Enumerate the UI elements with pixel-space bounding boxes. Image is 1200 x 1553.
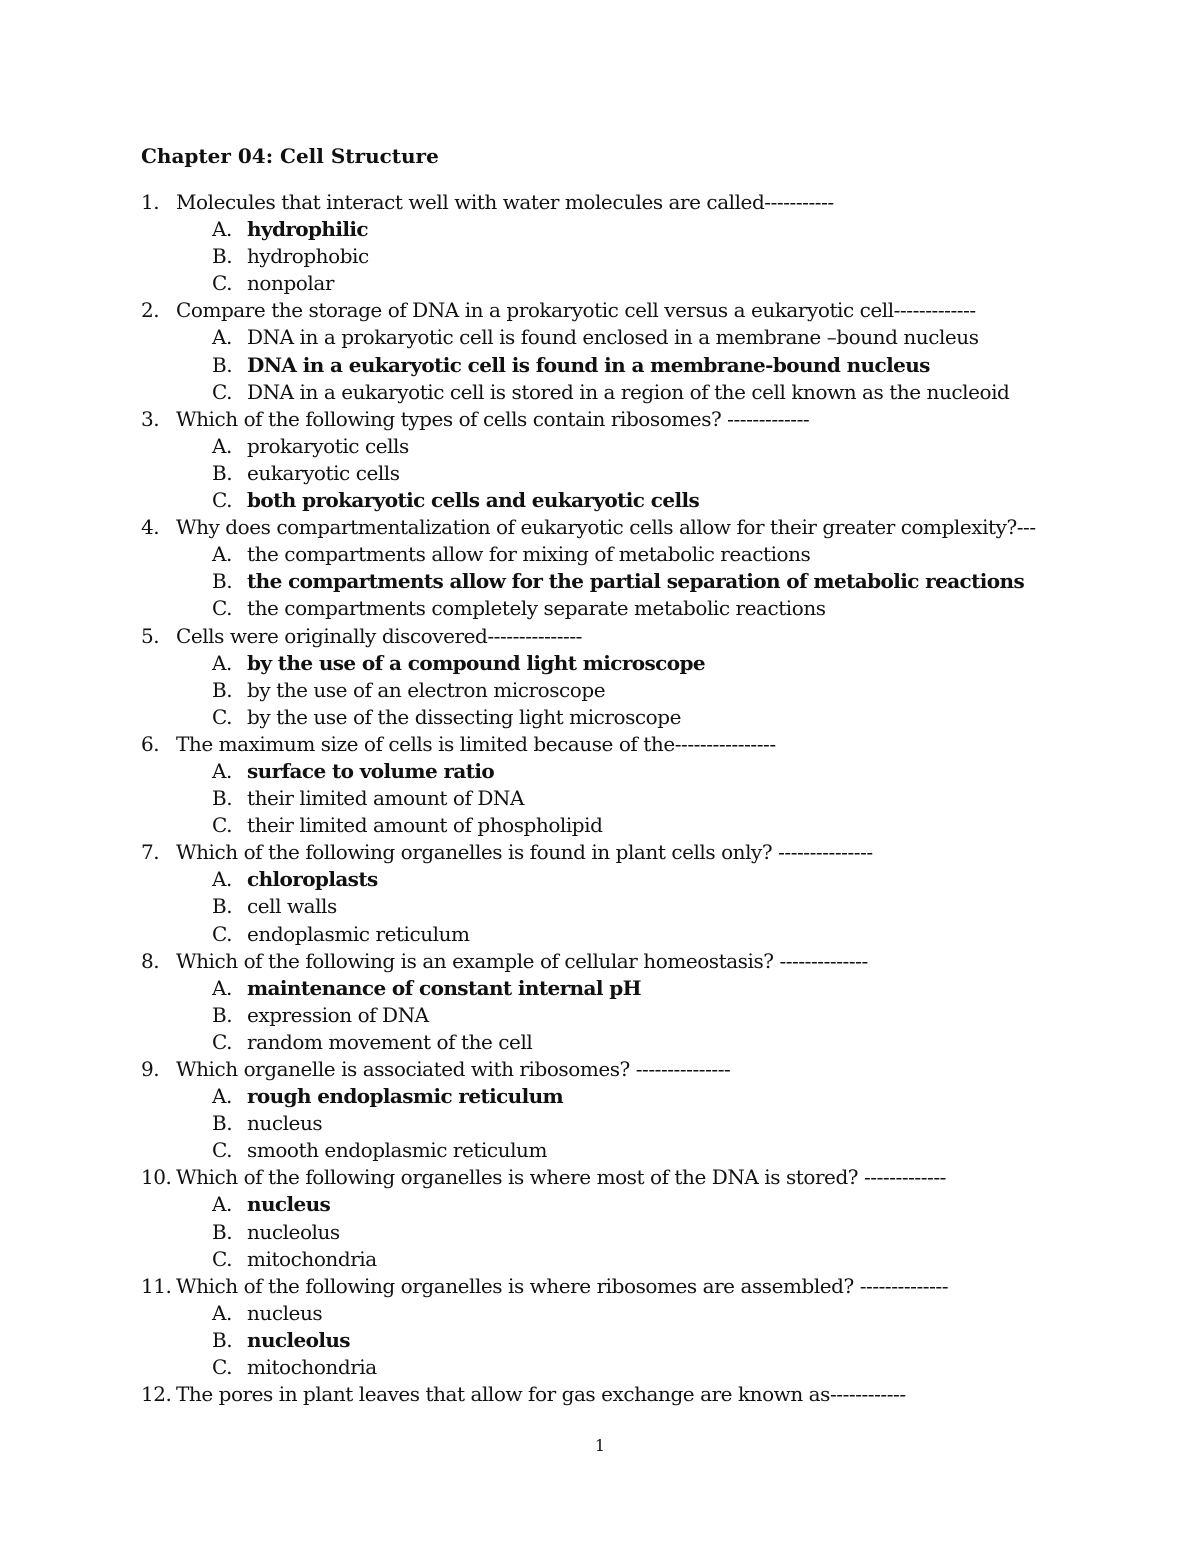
answer-option-correct bbox=[141, 758, 1041, 785]
question-item bbox=[141, 297, 1041, 324]
answer-option bbox=[141, 785, 1041, 812]
option-letter: A. bbox=[212, 758, 232, 783]
answer-option bbox=[141, 1110, 1041, 1137]
question-item bbox=[141, 839, 1041, 866]
question-number: 7. bbox=[141, 840, 160, 865]
option-letter: B. bbox=[212, 786, 233, 811]
question-item bbox=[141, 1273, 1041, 1300]
option-letter: C. bbox=[212, 271, 233, 296]
answer-option-correct bbox=[141, 216, 1041, 243]
option-letter: B. bbox=[212, 1111, 233, 1136]
option-letter: B. bbox=[212, 677, 233, 702]
question-item bbox=[141, 948, 1041, 975]
answer-option-correct bbox=[141, 1083, 1041, 1110]
option-letter: A. bbox=[212, 1300, 232, 1325]
answer-option bbox=[141, 243, 1041, 270]
option-letter: B. bbox=[212, 894, 233, 919]
option-text: prokaryotic cells bbox=[247, 433, 409, 458]
option-letter: C. bbox=[212, 1029, 233, 1054]
answer-option bbox=[141, 460, 1041, 487]
question-text: Molecules that interact well with water molecules are called----------- bbox=[176, 190, 834, 214]
answer-option bbox=[141, 1219, 1041, 1246]
question-text: Which of the following organelles is found in plant cells only? --------------- bbox=[176, 840, 873, 865]
answer-option bbox=[141, 1300, 1041, 1327]
question-item bbox=[141, 1381, 1041, 1408]
answer-option bbox=[141, 1002, 1041, 1029]
option-letter: C. bbox=[212, 596, 233, 621]
option-text: nucleus bbox=[247, 1300, 323, 1325]
option-text: mitochondria bbox=[247, 1246, 377, 1271]
answer-option bbox=[141, 704, 1041, 731]
answer-option bbox=[141, 379, 1041, 406]
option-letter: A. bbox=[212, 867, 232, 892]
option-letter: A. bbox=[212, 433, 232, 458]
question-number: 9. bbox=[141, 1057, 160, 1081]
option-letter: C. bbox=[212, 1138, 233, 1163]
option-text: hydrophilic bbox=[247, 217, 368, 242]
option-letter: A. bbox=[212, 1192, 232, 1217]
answer-option bbox=[141, 433, 1041, 460]
question-text: Which organelle is associated with ribosomes? --------------- bbox=[176, 1057, 731, 1081]
option-text: random movement of the cell bbox=[247, 1029, 533, 1054]
answer-option-correct bbox=[141, 975, 1041, 1002]
question-number: 2. bbox=[141, 298, 160, 323]
option-letter: B. bbox=[212, 1219, 233, 1244]
option-letter: A. bbox=[212, 325, 232, 350]
option-letter: C. bbox=[212, 379, 233, 404]
question-list bbox=[141, 189, 1041, 1408]
option-text: cell walls bbox=[247, 894, 337, 919]
answer-option-correct bbox=[141, 650, 1041, 677]
answer-option bbox=[141, 921, 1041, 948]
answer-option bbox=[141, 812, 1041, 839]
answer-option-correct bbox=[141, 1327, 1041, 1354]
option-text: DNA in a eukaryotic cell is stored in a region of the cell known as the nucleoid bbox=[247, 379, 1010, 404]
question-number: 6. bbox=[141, 731, 160, 756]
option-letter: B. bbox=[212, 569, 233, 594]
option-text: their limited amount of phospholipid bbox=[247, 813, 603, 838]
option-letter: C. bbox=[212, 921, 233, 946]
question-item bbox=[141, 623, 1041, 650]
question-number: 4. bbox=[141, 515, 160, 540]
question-number: 8. bbox=[141, 948, 160, 973]
question-text: The maximum size of cells is limited because of the---------------- bbox=[176, 731, 776, 756]
answer-option bbox=[141, 1029, 1041, 1056]
option-text: the compartments completely separate metabolic reactions bbox=[247, 596, 826, 621]
option-letter: A. bbox=[212, 542, 232, 567]
option-text: nucleolus bbox=[247, 1219, 340, 1244]
answer-option-correct bbox=[141, 487, 1041, 514]
option-text: by the use of a compound light microscope bbox=[247, 650, 706, 675]
question-number: 11. bbox=[141, 1273, 172, 1298]
question-number: 1. bbox=[141, 190, 160, 214]
question-number: 10. bbox=[141, 1165, 172, 1190]
answer-option bbox=[141, 541, 1041, 568]
question-item bbox=[141, 189, 1041, 216]
option-letter: C. bbox=[212, 704, 233, 729]
option-letter: A. bbox=[212, 650, 232, 675]
option-letter: B. bbox=[212, 1002, 233, 1027]
option-text: smooth endoplasmic reticulum bbox=[247, 1138, 548, 1163]
answer-option bbox=[141, 595, 1041, 622]
option-text: maintenance of constant internal pH bbox=[247, 975, 641, 1000]
option-text: eukaryotic cells bbox=[247, 460, 400, 485]
option-letter: C. bbox=[212, 1246, 233, 1271]
answer-option bbox=[141, 893, 1041, 920]
question-text: Compare the storage of DNA in a prokaryotic cell versus a eukaryotic cell------------- bbox=[176, 298, 976, 323]
option-letter: B. bbox=[212, 352, 233, 377]
option-text: DNA in a eukaryotic cell is found in a membrane-bound nucleus bbox=[247, 352, 930, 377]
option-text: chloroplasts bbox=[247, 867, 378, 892]
option-text: mitochondria bbox=[247, 1355, 377, 1380]
option-text: nucleus bbox=[247, 1192, 331, 1217]
option-text: nucleus bbox=[247, 1111, 323, 1136]
answer-option bbox=[141, 270, 1041, 297]
option-letter: A. bbox=[212, 217, 232, 242]
option-text: nucleolus bbox=[247, 1327, 350, 1352]
chapter-title: Chapter 04: Cell Structure bbox=[141, 144, 439, 168]
answer-option-correct bbox=[141, 1191, 1041, 1218]
question-item bbox=[141, 406, 1041, 433]
option-text: by the use of an electron microscope bbox=[247, 677, 606, 702]
option-text: expression of DNA bbox=[247, 1002, 429, 1027]
question-number: 5. bbox=[141, 623, 160, 648]
page-number: 1 bbox=[594, 1436, 606, 1455]
answer-option-correct bbox=[141, 352, 1041, 379]
option-letter: C. bbox=[212, 1355, 233, 1380]
option-text: by the use of the dissecting light microscope bbox=[247, 704, 681, 729]
option-text: nonpolar bbox=[247, 271, 334, 296]
option-text: hydrophobic bbox=[247, 244, 369, 269]
option-letter: B. bbox=[212, 1327, 233, 1352]
answer-option-correct bbox=[141, 568, 1041, 595]
answer-option bbox=[141, 324, 1041, 351]
option-letter: B. bbox=[212, 460, 233, 485]
option-text: rough endoplasmic reticulum bbox=[247, 1084, 564, 1109]
question-text: Which of the following organelles is where most of the DNA is stored? ------------- bbox=[176, 1165, 946, 1190]
option-text: both prokaryotic cells and eukaryotic cells bbox=[247, 488, 700, 513]
question-number: 12. bbox=[141, 1382, 172, 1407]
answer-option bbox=[141, 677, 1041, 704]
option-letter: A. bbox=[212, 1084, 232, 1109]
option-letter: C. bbox=[212, 488, 233, 513]
answer-option bbox=[141, 1137, 1041, 1164]
option-letter: B. bbox=[212, 244, 233, 269]
option-letter: C. bbox=[212, 813, 233, 838]
question-item bbox=[141, 1164, 1041, 1191]
question-text: The pores in plant leaves that allow for gas exchange are known as------------ bbox=[176, 1382, 906, 1407]
question-text: Which of the following is an example of cellular homeostasis? -------------- bbox=[176, 948, 868, 973]
question-item bbox=[141, 1056, 1041, 1083]
question-item bbox=[141, 514, 1041, 541]
option-text: their limited amount of DNA bbox=[247, 786, 524, 811]
option-text: endoplasmic reticulum bbox=[247, 921, 470, 946]
option-text: DNA in a prokaryotic cell is found enclosed in a membrane –bound nucleus bbox=[247, 325, 979, 350]
question-item bbox=[141, 731, 1041, 758]
question-text: Which of the following types of cells contain ribosomes? ------------- bbox=[176, 406, 810, 431]
option-text: the compartments allow for the partial separation of metabolic reactions bbox=[247, 569, 1025, 594]
option-text: surface to volume ratio bbox=[247, 758, 495, 783]
answer-option bbox=[141, 1354, 1041, 1381]
question-text: Why does compartmentalization of eukaryotic cells allow for their greater complexity?--- bbox=[176, 515, 1036, 540]
option-text: the compartments allow for mixing of metabolic reactions bbox=[247, 542, 811, 567]
answer-option bbox=[141, 1246, 1041, 1273]
question-number: 3. bbox=[141, 406, 160, 431]
answer-option-correct bbox=[141, 866, 1041, 893]
option-letter: A. bbox=[212, 975, 232, 1000]
question-text: Which of the following organelles is where ribosomes are assembled? -------------- bbox=[176, 1273, 949, 1298]
question-text: Cells were originally discovered--------------- bbox=[176, 623, 582, 648]
